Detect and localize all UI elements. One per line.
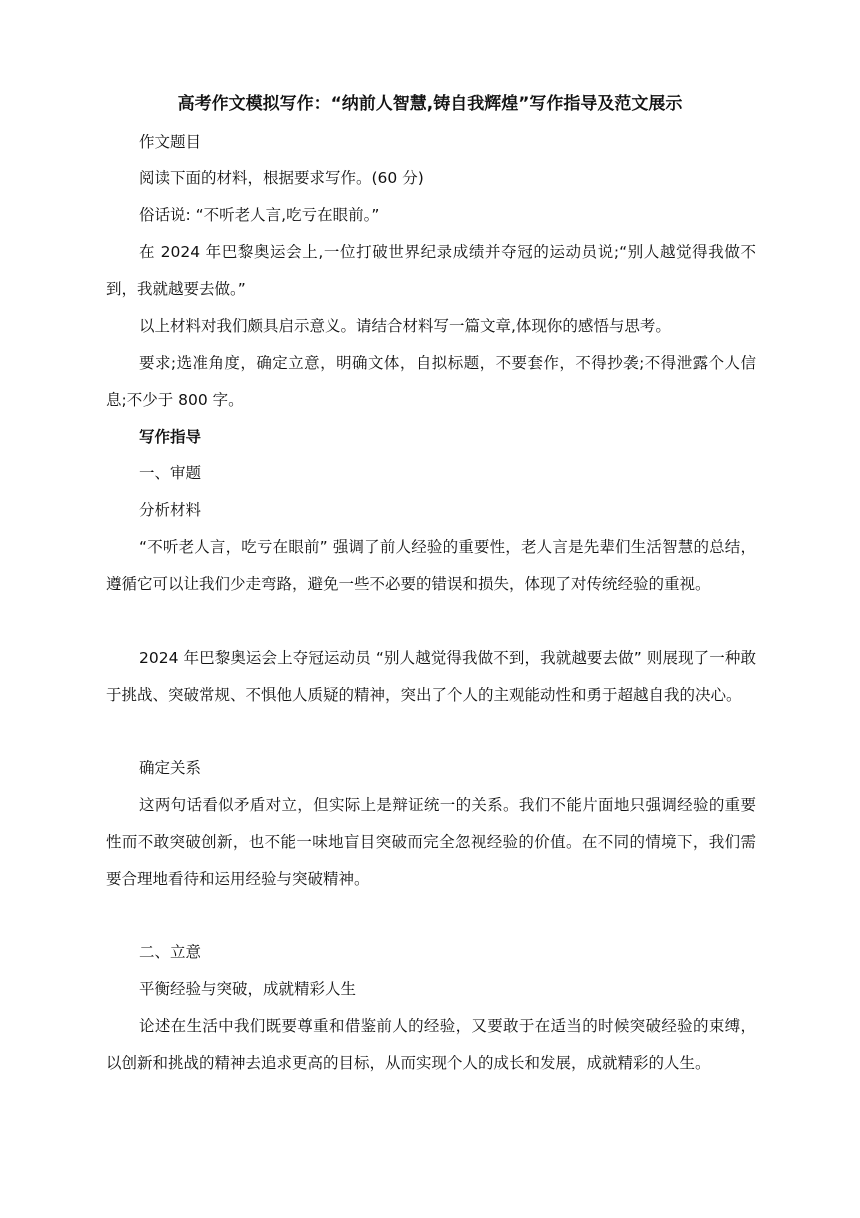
section-heading-review: 一、审题 — [139, 464, 202, 482]
analysis-paragraph-2: 2024 年巴黎奥运会上夺冠运动员 “别人越觉得我做不到，我就越要去做” 则展现了一种敢于挑战、突破常规、不惧他人质疑的精神，突出了个人的主观能动性和勇于超越自我的决心。 — [106, 649, 756, 704]
subheading-analysis: 分析材料 — [139, 501, 202, 519]
instruction-paragraph: 阅读下面的材料，根据要求写作。(60 分) — [139, 169, 424, 187]
section-heading-theme: 二、立意 — [139, 943, 202, 961]
inspiration-paragraph: 以上材料对我们颇具启示意义。请结合材料写一篇文章,体现你的感悟与思考。 — [139, 317, 671, 335]
subheading-relationship: 确定关系 — [139, 759, 202, 777]
theme-paragraph: 论述在生活中我们既要尊重和借鉴前人的经验，又要敢于在适当的时候突破经验的束缚，以创新和挑战的精神去追求更高的目标，从而实现个人的成长和发展，成就精彩的人生。 — [106, 1017, 756, 1072]
writing-guide-heading: 写作指导 — [139, 428, 202, 446]
analysis-paragraph-1: “不听老人言，吃亏在眼前” 强调了前人经验的重要性，老人言是先辈们生活智慧的总结，遵循它可以让我们少走弯路，避免一些不必要的错误和损失，体现了对传统经验的重视。 — [106, 538, 756, 593]
athlete-quote-paragraph: 在 2024 年巴黎奥运会上,一位打破世界纪录成绩并夺冠的运动员说;“别人越觉得我做不到，我就越要去做。” — [106, 243, 756, 298]
requirements-paragraph: 要求;选准角度，确定立意，明确文体，自拟标题，不要套作，不得抄袭;不得泄露个人信息;不少于 800 字。 — [106, 354, 756, 409]
proverb-paragraph: 俗话说: “不听老人言,吃亏在眼前。” — [139, 206, 380, 224]
document-title: 高考作文模拟写作：“纳前人智慧,铸自我辉煌”写作指导及范文展示 — [177, 94, 683, 114]
section-label-topic: 作文题目 — [139, 133, 202, 151]
theme-subheading: 平衡经验与突破，成就精彩人生 — [139, 980, 357, 998]
relationship-paragraph: 这两句话看似矛盾对立，但实际上是辩证统一的关系。我们不能片面地只强调经验的重要性而不敢突破创新，也不能一味地盲目突破而完全忽视经验的价值。在不同的情境下，我们需要合理地看待和运用经验与突破精神。 — [106, 796, 756, 888]
